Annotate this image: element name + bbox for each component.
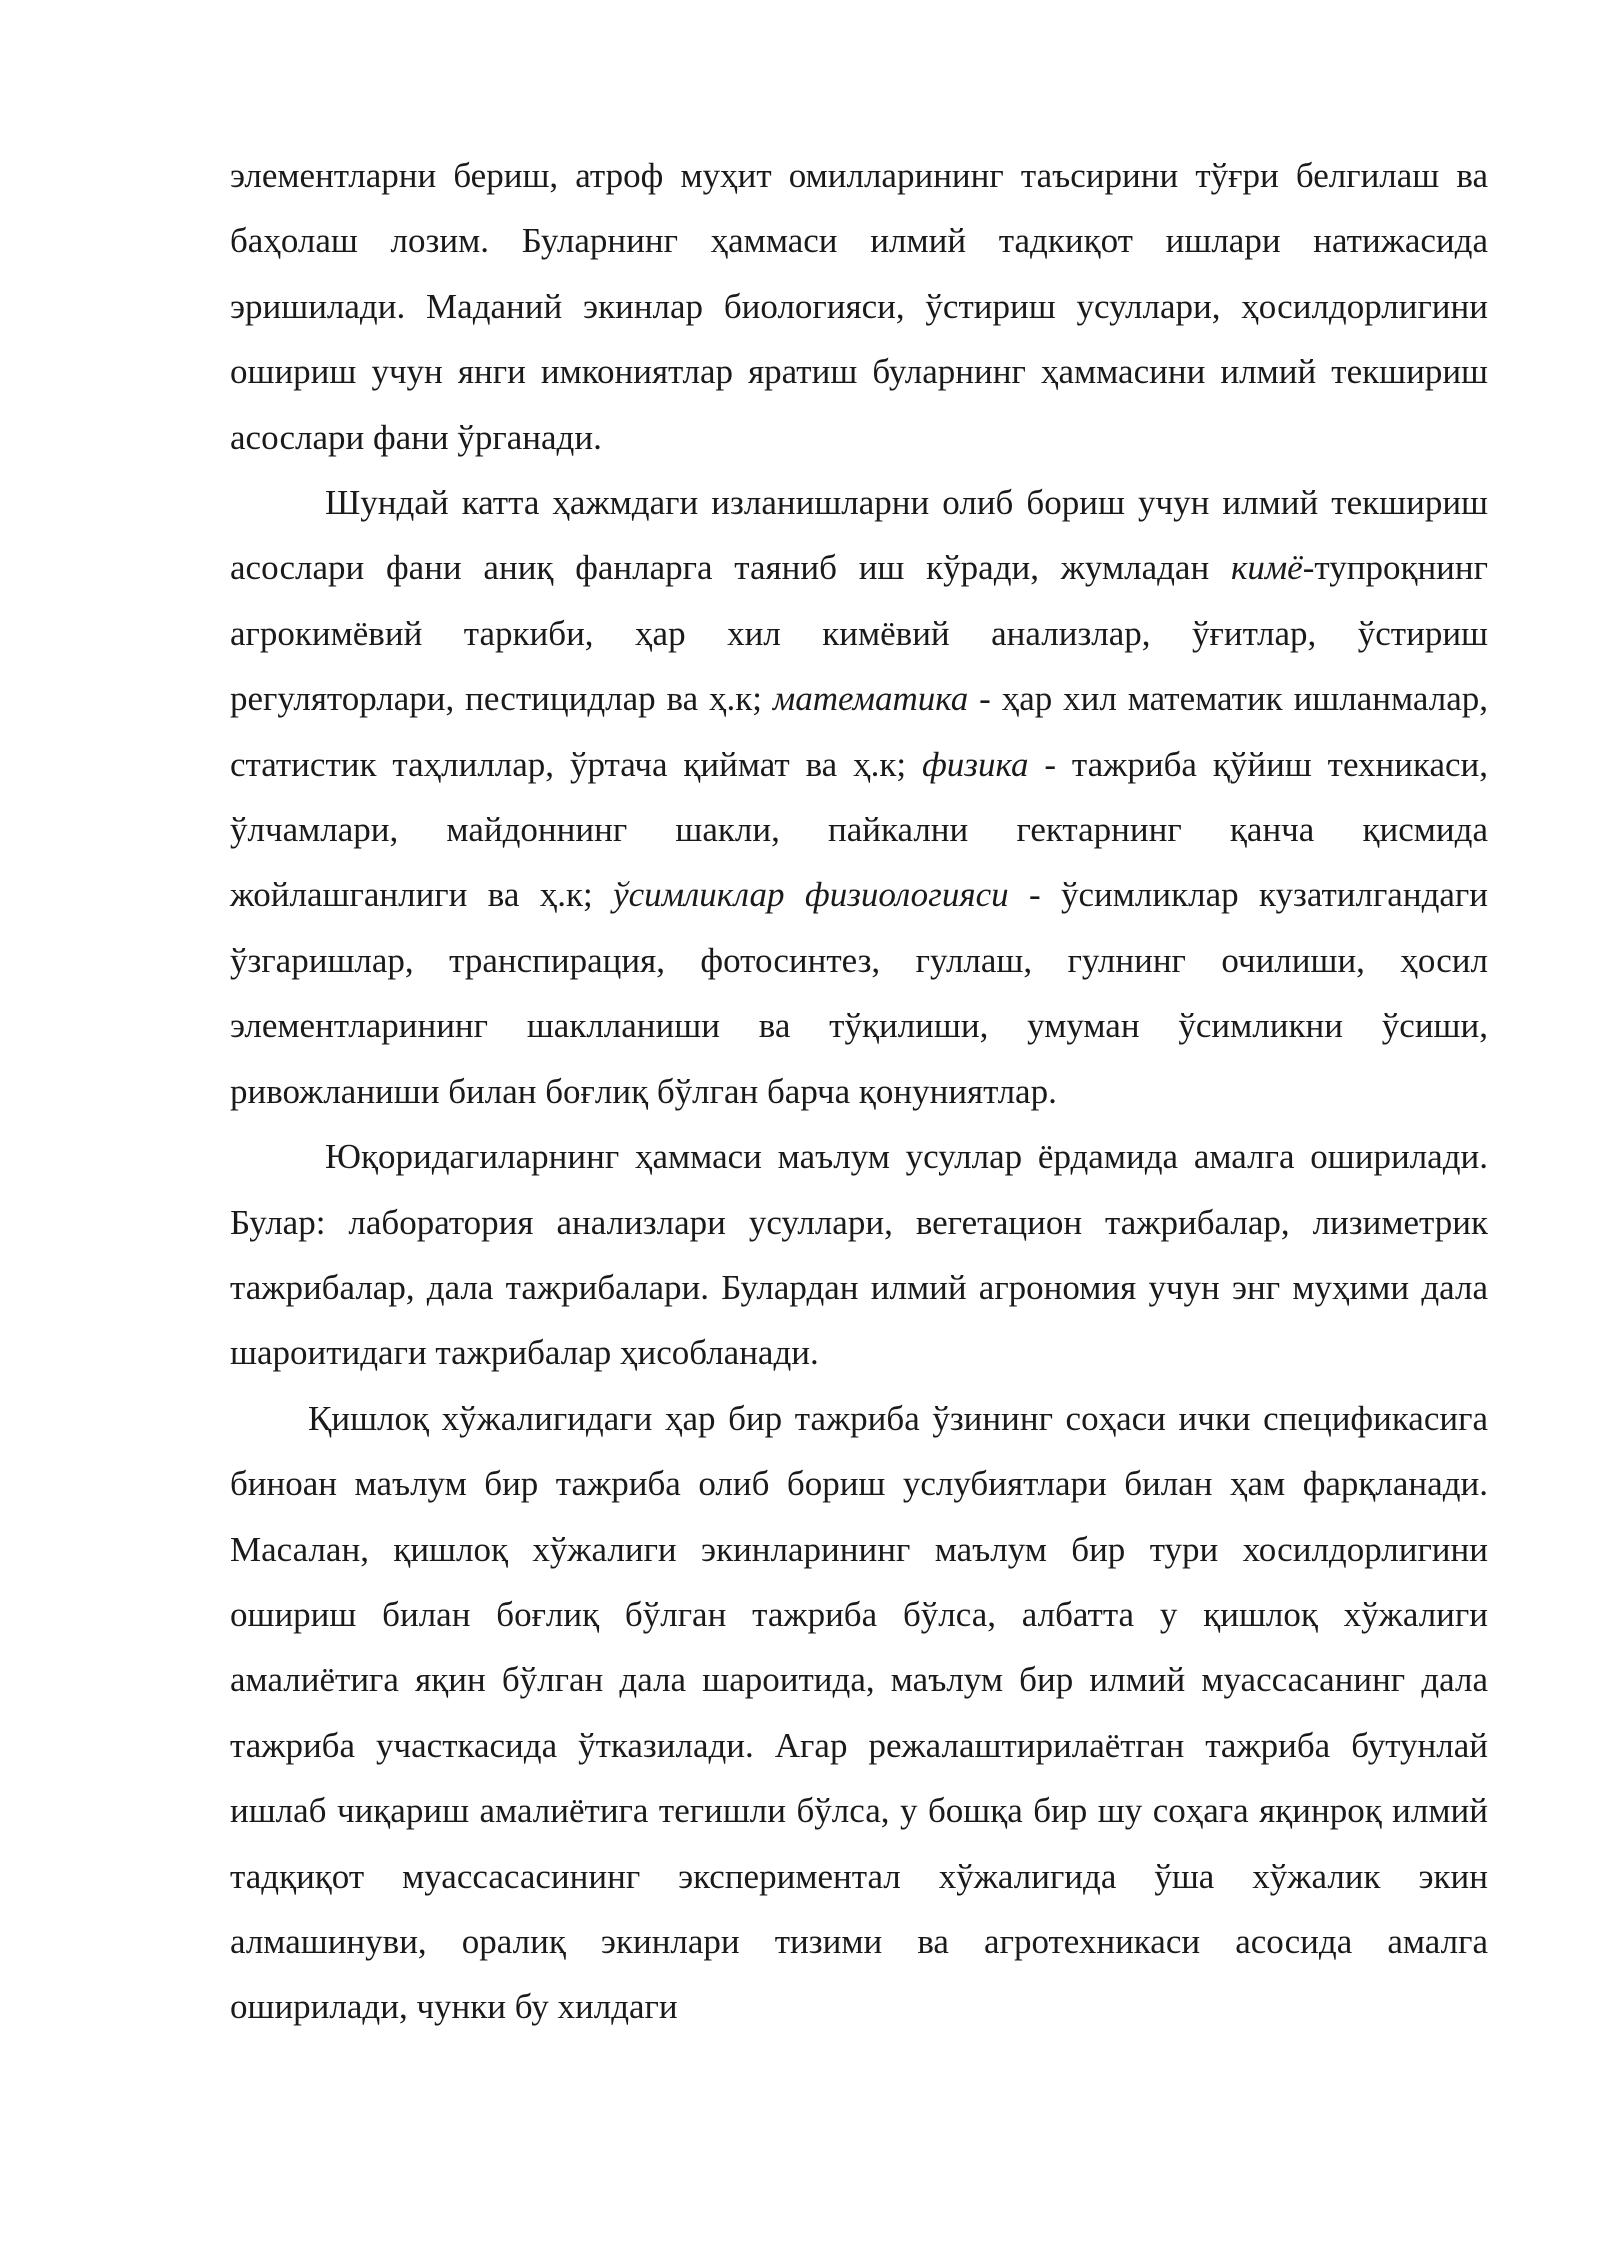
term-chemistry: кимё (1230, 548, 1303, 588)
text-segment: Қишлоқ хўжалигидаги ҳар бир тажриба ўзининг соҳаси ички спецификасига биноан маълум бир тажриба олиб бориш услубиятлари билан ҳам фарқланади. Масалан, қишлоқ хўжалиги экинларининг маълум бир тури хосилдорлигини ошириш билан боғлиқ бўлган тажриба бўлса, албатта у қишлоқ хўжалиги амалиётига яқин бўлган дала шароитида, маълум бир илмий муассасанинг дала тажриба участкасида ўтказилади. Агар режалаштирилаётган тажриба бутунлай ишлаб чиқариш амалиётига тегишли бўлса, у бошқа бир шу соҳага яқинроқ илмий тадқиқот муассасасининг экспериментал хўжалигида ўша хўжалик экин алмашинуви, оралиқ экинлари тизими ва агротехникаси асосида амалга оширилади, чунки бу хилдаги (230, 1398, 1488, 2027)
term-mathematics: математика (772, 679, 969, 719)
text-segment: - ўсимликлар кузатилгандаги ўзгаришлар, транспирация, фотосинтез, гуллаш, гулнинг очилиши, ҳосил элементларининг шаклланиши ва тўқилиши, умуман ўсимликни ўсиши, ривожланиши билан боғлиқ бўлган барча қонуниятлар. (230, 875, 1488, 1111)
text-segment: Юқоридагиларнинг ҳаммаси маълум усуллар ёрдамида амалга оширилади. Булар: лаборатория анализлари усуллари, вегетацион тажрибалар, лизиметрик тажрибалар, дала тажрибалари. Булардан илмий агрономия учун энг муҳими дала шароитидаги тажрибалар ҳисобланади. (230, 1137, 1488, 1373)
text-segment: - тажриба қўйиш техникаси, ўлчамлари, майдоннинг шакли, пайкални гектарнинг қанча қисмида жойлашганлиги ва ҳ.к; (230, 744, 1488, 915)
paragraph-2 (230, 470, 1488, 1124)
paragraph-4 (230, 1386, 1488, 2040)
text-segment: - ҳар хил математик ишланмалар, статистик таҳлиллар, ўртача қиймат ва ҳ.к; (230, 679, 1488, 784)
paragraph-3 (230, 1124, 1488, 1386)
paragraph-1 (230, 143, 1488, 470)
text-segment: элементларни бериш, атроф муҳит омилларининг таъсирини тўғри белгилаш ва баҳолаш лозим. Буларнинг ҳаммаси илмий тадкиқот ишлари натижасида эришилади. Маданий экинлар биологияси, ўстириш усуллари, ҳосилдорлигини ошириш учун янги имкониятлар яратиш буларнинг ҳаммасини илмий текшириш асослари фани ўрганади. (230, 156, 1488, 457)
text-segment: Шундай катта ҳажмдаги изланишларни олиб бориш учун илмий текшириш асослари фани аниқ фанларга таяниб иш кўради, жумладан (230, 483, 1488, 588)
term-plant-physiology: ўсимликлар физиологияси (613, 875, 1009, 915)
text-segment: -тупроқнинг агрокимёвий таркиби, ҳар хил кимёвий анализлар, ўғитлар, ўстириш регуляторлари, пестицидлар ва ҳ.к; (230, 548, 1488, 719)
term-physics: физика (921, 744, 1029, 784)
body-text (230, 143, 1488, 2040)
